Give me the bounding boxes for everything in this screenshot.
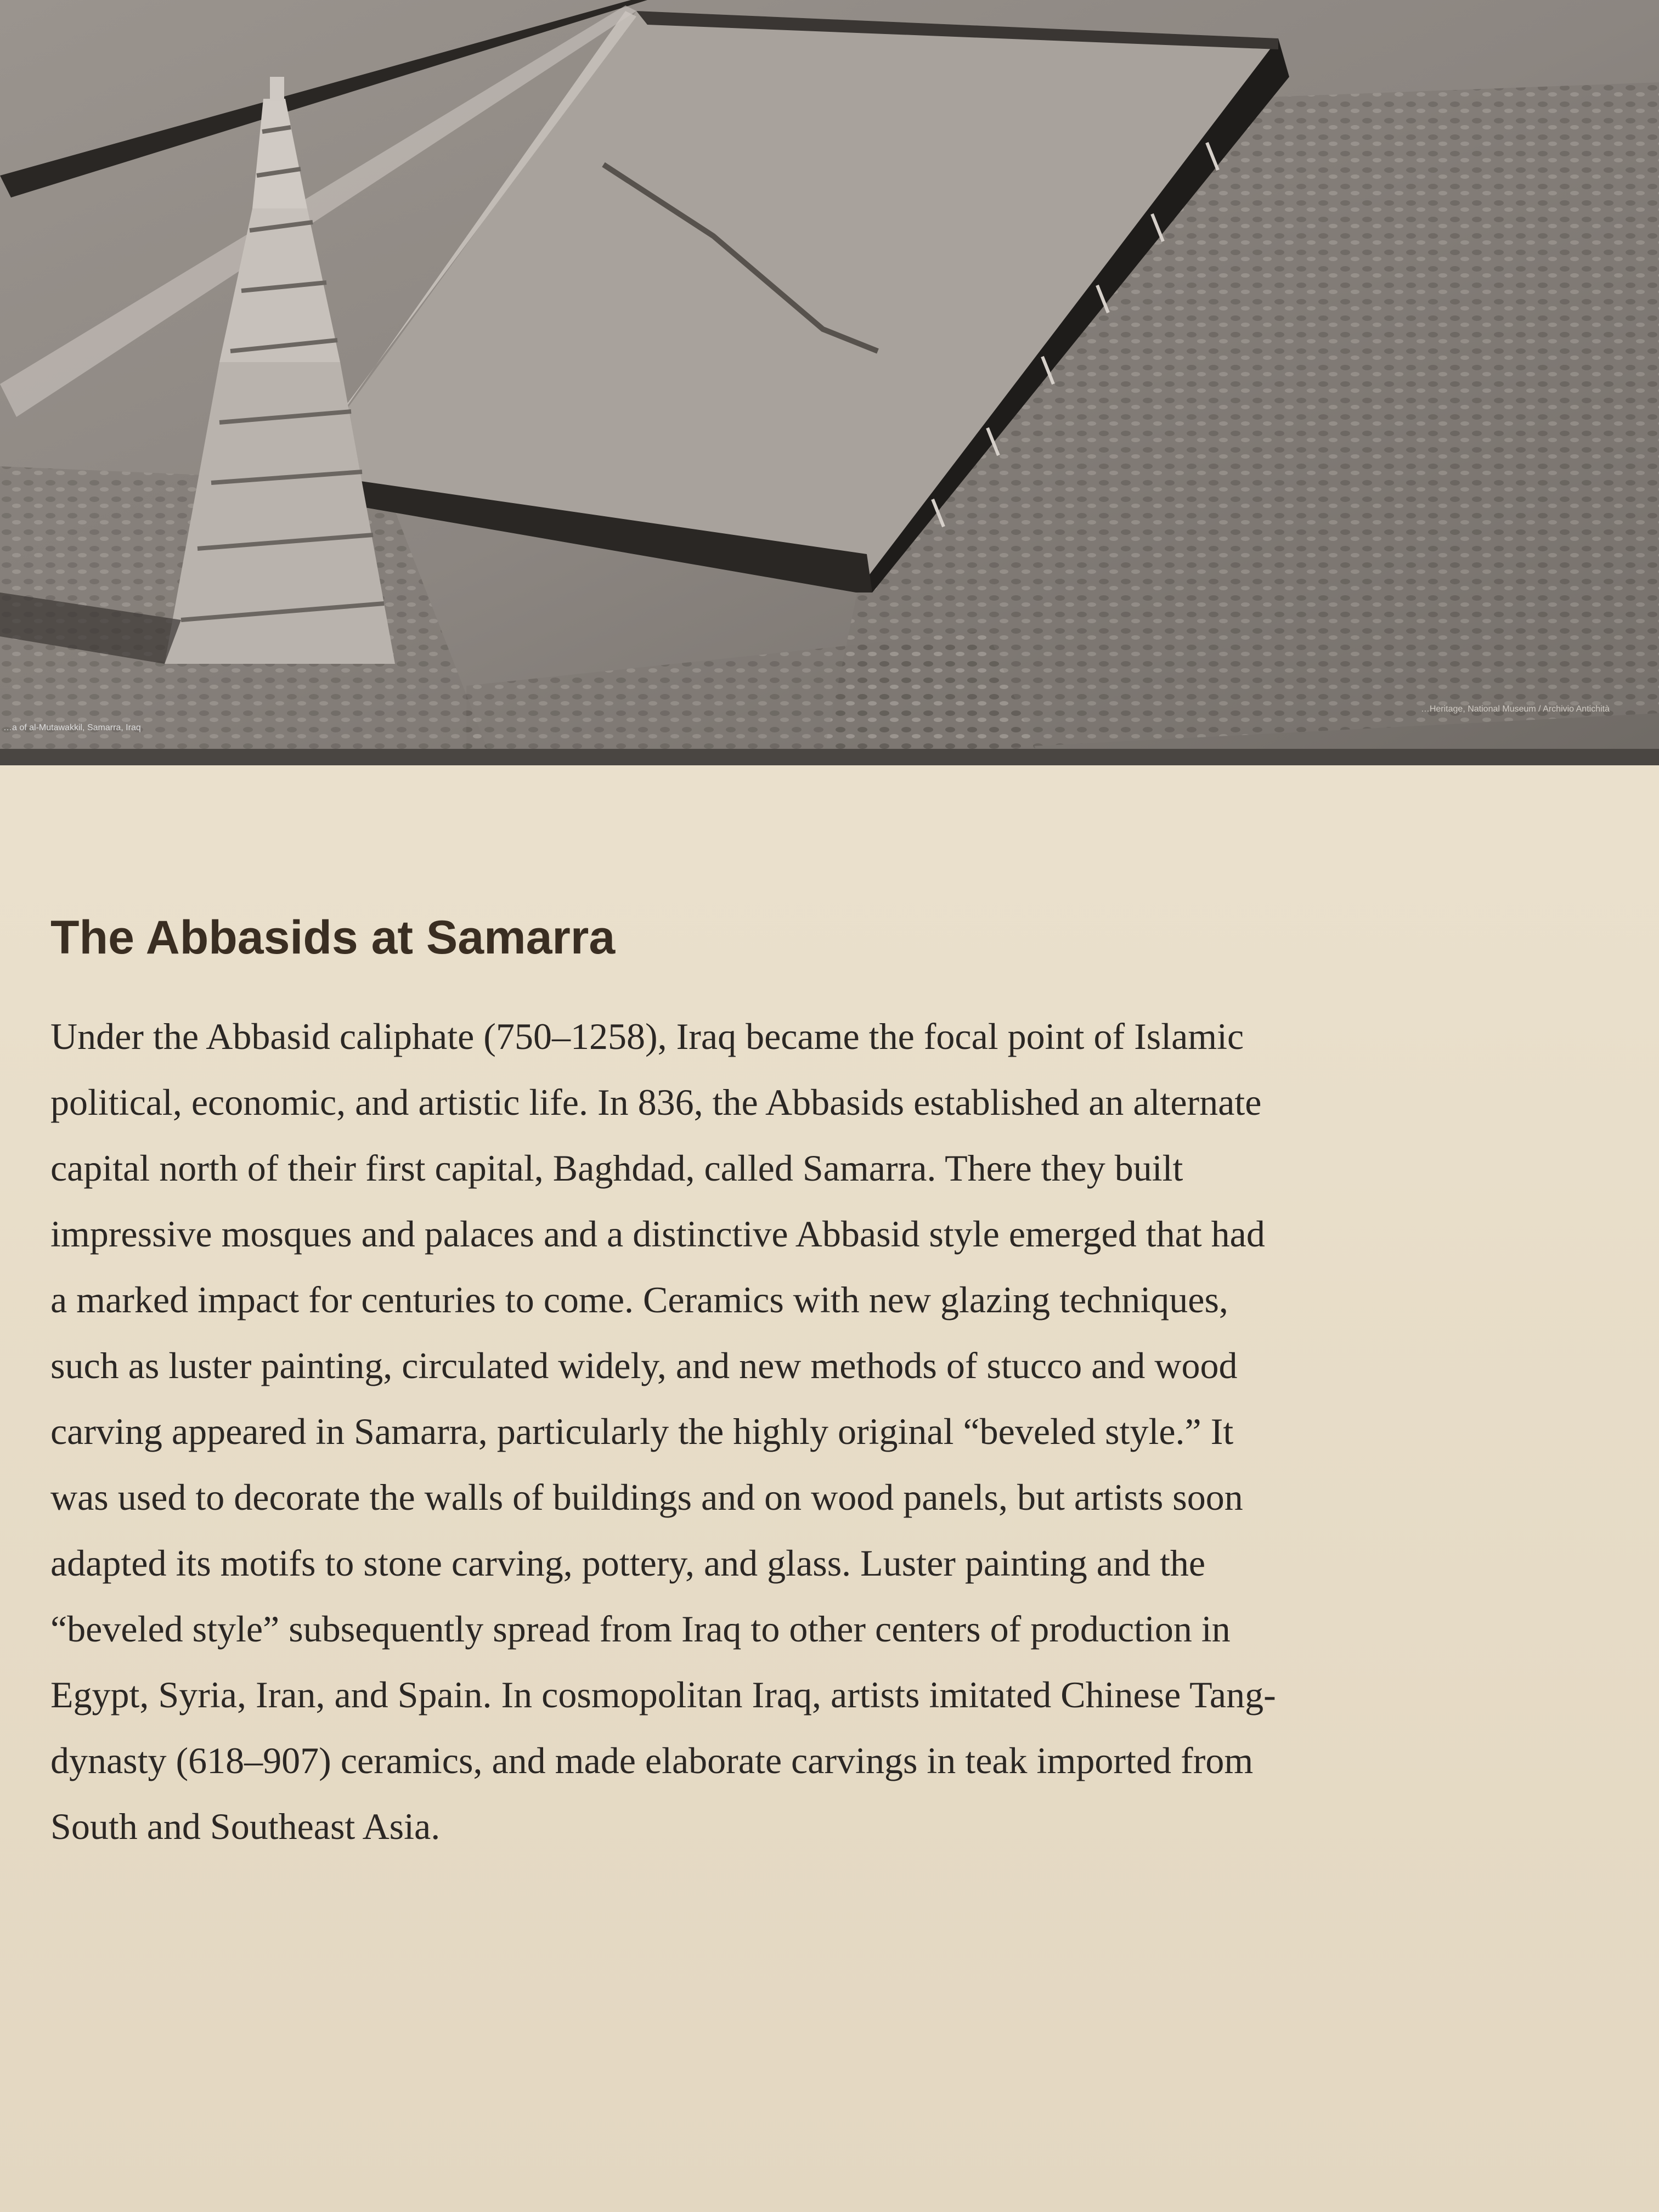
placard-body [50,1003,1576,1859]
body-line: carving appeared in Samarra, particularly the highly original “beveled style.” It [50,1410,1234,1452]
aerial-photo-image [0,0,1659,765]
body-line: a marked impact for centuries to come. Ceramics with new glazing techniques, [50,1279,1228,1321]
body-line: dynasty (618–907) ceramics, and made elaborate carvings in teak imported from [50,1740,1254,1781]
body-line: Egypt, Syria, Iran, and Spain. In cosmopolitan Iraq, artists imitated Chinese Tang- [50,1674,1276,1716]
body-line: such as luster painting, circulated widely, and new methods of stucco and wood [50,1345,1238,1386]
photo-credit: …Heritage, National Museum / Archivio Antichità [1420,704,1610,714]
body-line: adapted its motifs to stone carving, pottery, and glass. Luster painting and the [50,1542,1206,1584]
body-line: Under the Abbasid caliphate (750–1258), Iraq became the focal point of Islamic [50,1015,1244,1057]
body-line: impressive mosques and palaces and a distinctive Abbasid style emerged that had [50,1213,1265,1255]
body-line: South and Southeast Asia. [50,1805,441,1847]
body-line: was used to decorate the walls of buildings and on wood panels, but artists soon [50,1476,1243,1518]
body-line: “beveled style” subsequently spread from Iraq to other centers of production in [50,1608,1231,1650]
body-line: capital north of their first capital, Baghdad, called Samarra. There they built [50,1147,1183,1189]
placard-title: The Abbasids at Samarra [50,911,616,964]
aerial-photo-samarra-mosque [0,0,1659,765]
body-line: political, economic, and artistic life. In 836, the Abbasids established an alternate [50,1081,1262,1123]
photo-caption: …a of al-Mutawakkil, Samarra, Iraq [3,723,141,732]
placard-text [50,911,1576,1859]
